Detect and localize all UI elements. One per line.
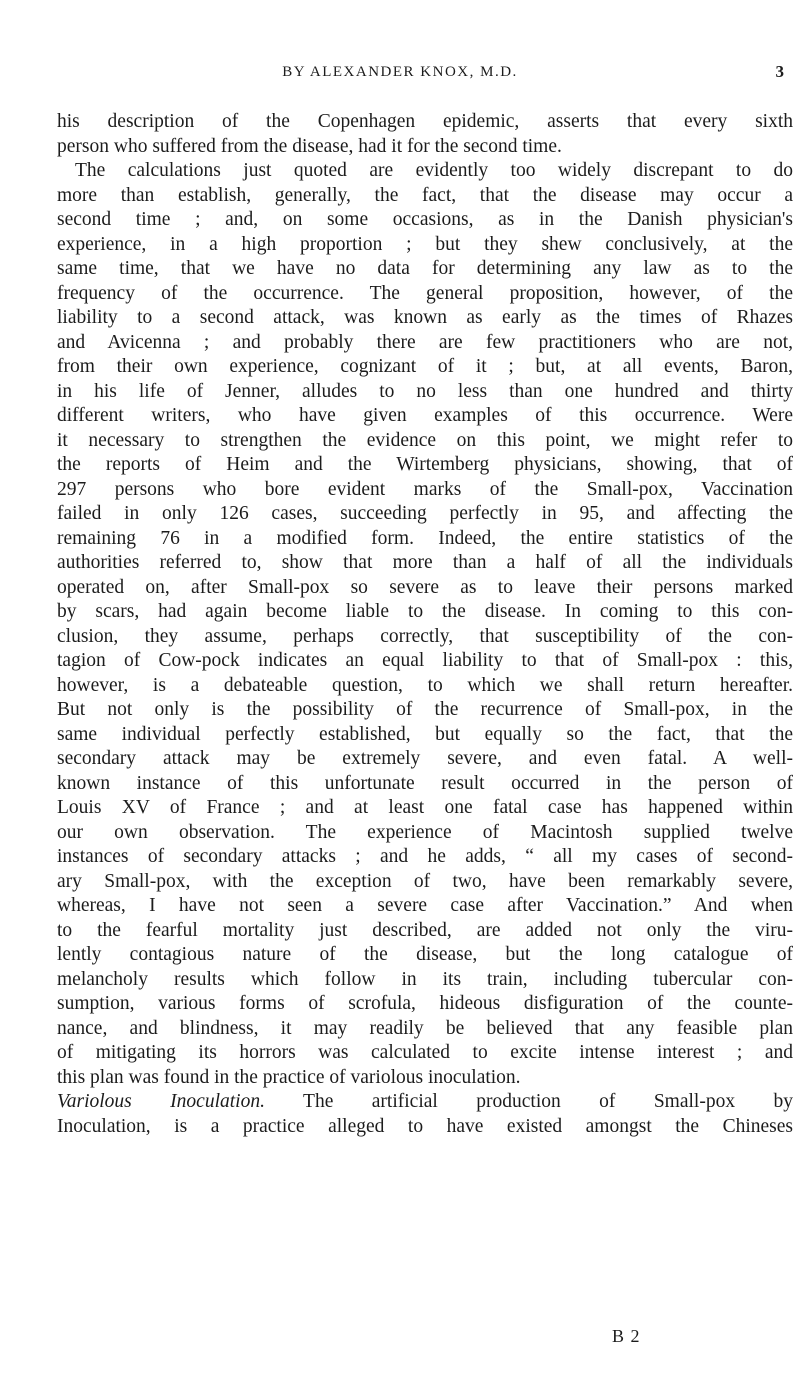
text-line: remaining 76 in a modified form. Indeed, the entire statistics of the [57,527,793,549]
text-line: in his life of Jenner, alludes to no less than one hundred and thirty [57,380,793,402]
text-line: it necessary to strengthen the evidence on this point, we might refer to [57,429,793,451]
text-line: nance, and blindness, it may readily be believed that any feasible plan [57,1017,793,1039]
text-line: But not only is the possibility of the recurrence of Small-pox, in the [57,699,793,720]
text-line: known instance of this unfortunate result occurred in the person of [57,772,793,794]
text-line: liability to a second attack, was known as early as the times of Rhazes [57,307,793,328]
text-line: same time, that we have no data for determining any law as to the [57,258,793,279]
text-line: 297 persons who bore evident marks of the Small-pox, Vaccination [57,478,793,500]
text-line: this plan was found in the practice of variolous inoculation. [57,1066,521,1088]
text-line: by scars, had again become liable to the disease. In coming to this con- [57,601,793,622]
signature-mark: B 2 [612,1326,641,1346]
running-title: BY ALEXANDER KNOX, M.D. [282,64,518,80]
text-line: failed in only 126 cases, succeeding perfectly in 95, and affecting the [57,503,793,524]
text-line: person who suffered from the disease, had it for the second time. [57,135,562,157]
text-line: frequency of the occurrence. The general proposition, however, of the [57,282,793,304]
text-line [57,1090,793,1115]
text-line: same individual perfectly established, but equally so the fact, that the [57,723,793,745]
line-text: The artificial production of Small-pox by [264,1091,793,1112]
text-line: however, is a debateable question, to which we shall return hereafter. [57,674,793,696]
text-line: clusion, they assume, perhaps correctly, that susceptibility of the con- [57,625,793,647]
text-line: different writers, who have given examples of this occurrence. Were [57,405,793,426]
text-line: more than establish, generally, the fact, that the disease may occur a [57,184,793,206]
text-line: authorities referred to, show that more than a half of all the individuals [57,552,793,573]
text-line: his description of the Copenhagen epidemic, asserts that every sixth [57,111,793,132]
text-line: whereas, I have not seen a severe case after Vaccination.” And when [57,895,793,916]
text-line: Inoculation, is a practice alleged to have existed amongst the Chineses [57,1115,793,1137]
running-head [0,62,800,86]
text-line: our own observation. The experience of Macintosh supplied twelve [57,821,793,843]
text-line: tagion of Cow-pock indicates an equal liability to that of Small-pox : this, [57,650,793,671]
text-line: operated on, after Small-pox so severe as to leave their persons marked [57,576,793,598]
text-line: from their own experience, cognizant of it ; but, at all events, Baron, [57,356,793,377]
section-heading: Variolous Inoculation. [57,1091,265,1112]
text-line: The calculations just quoted are evidently too widely discrepant to do [75,160,793,181]
page-number: 3 [775,62,784,81]
text-line: the reports of Heim and the Wirtemberg physicians, showing, that of [57,454,793,475]
text-line: second time ; and, on some occasions, as in the Danish physician's [57,209,793,230]
text-line: secondary attack may be extremely severe, and even fatal. A well- [57,748,793,769]
text-line: and Avicenna ; and probably there are few practitioners who are not, [57,331,793,353]
text-line: melancholy results which follow in its train, including tubercular con- [57,968,793,990]
body-text [57,110,793,1139]
text-line: lently contagious nature of the disease, but the long catalogue of [57,944,793,965]
text-line: of mitigating its horrors was calculated to excite intense interest ; and [57,1042,793,1063]
text-line: sumption, various forms of scrofula, hideous disfiguration of the counte- [57,993,793,1014]
text-line: to the fearful mortality just described, are added not only the viru- [57,919,793,941]
text-line: experience, in a high proportion ; but they shew conclusively, at the [57,233,793,255]
text-line: Louis XV of France ; and at least one fatal case has happened within [57,797,793,818]
text-line: instances of secondary attacks ; and he adds, “ all my cases of second- [57,846,793,867]
text-line: ary Small-pox, with the exception of two, have been remarkably severe, [57,870,793,892]
